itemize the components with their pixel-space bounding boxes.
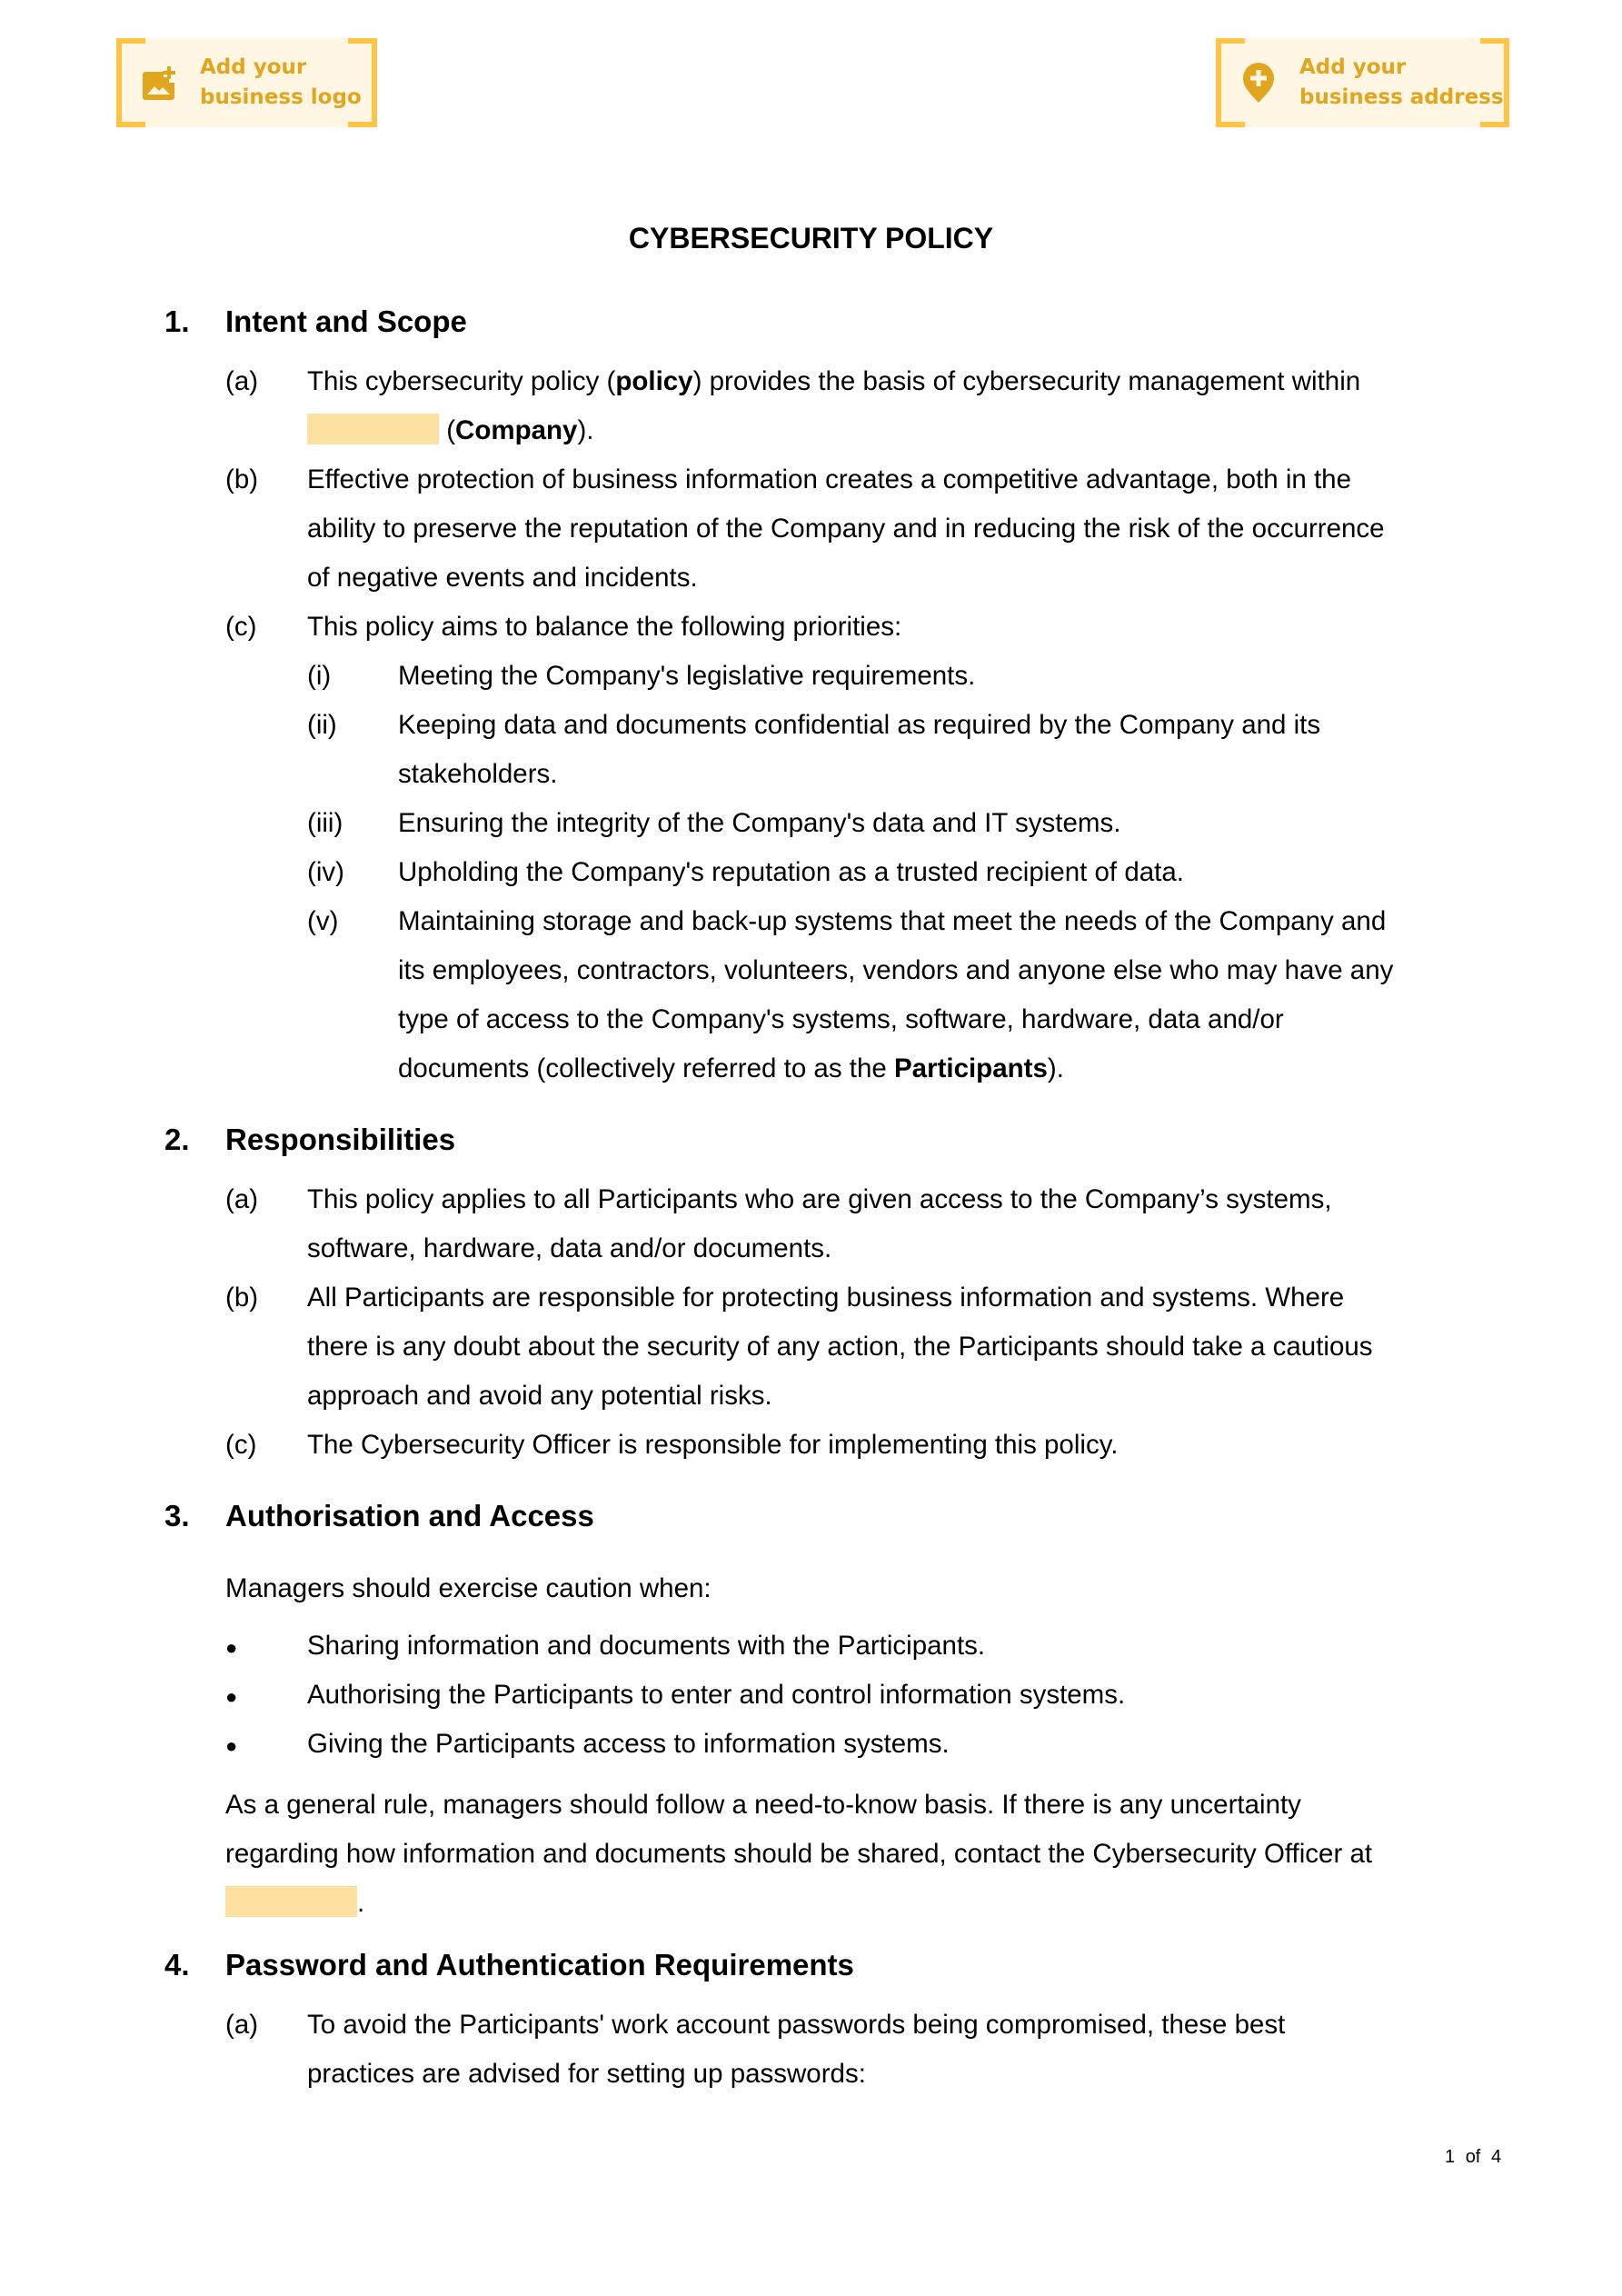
item-text: of negative events and incidents. xyxy=(307,563,698,593)
subitem-label: (iv) xyxy=(307,857,344,887)
add-business-address-button[interactable] xyxy=(1216,38,1509,127)
logo-line1: Add your xyxy=(200,55,307,79)
text: ). xyxy=(1047,1053,1064,1083)
current-page: 1 xyxy=(1445,2147,1456,2167)
defined-term: policy xyxy=(615,366,693,396)
section-heading: Intent and Scope xyxy=(225,304,467,338)
bullet-text: Authorising the Participants to enter and control information systems. xyxy=(307,1680,1126,1710)
total-pages: 4 xyxy=(1490,2147,1502,2167)
address-placeholder-text xyxy=(1299,53,1504,113)
subitem-text: Keeping data and documents confidential as required by the Company and its xyxy=(398,710,1321,740)
subitem-text: its employees, contractors, volunteers, vendors and anyone else who may have any xyxy=(398,955,1394,985)
item-label: (c) xyxy=(225,1430,257,1460)
subitem-label: (ii) xyxy=(307,710,337,740)
text: ( xyxy=(439,415,456,445)
subitem-text: stakeholders. xyxy=(398,759,558,789)
item-label: (c) xyxy=(225,612,257,642)
item-text: This policy applies to all Participants who are given access to the Company’s systems, xyxy=(307,1184,1332,1214)
text: This cybersecurity policy ( xyxy=(307,366,616,396)
item-text: there is any doubt about the security of any action, the Participants should take a cautious xyxy=(307,1332,1373,1362)
section-heading: Responsibilities xyxy=(225,1123,456,1156)
document-title: CYBERSECURITY POLICY xyxy=(628,222,994,255)
item-text: practices are advised for setting up passwords: xyxy=(307,2059,866,2089)
subitem-text: Maintaining storage and back-up systems that meet the needs of the Company and xyxy=(398,906,1387,936)
bullet-text: Sharing information and documents with the Participants. xyxy=(307,1631,986,1661)
item-text: To avoid the Participants' work account passwords being compromised, these best xyxy=(307,2010,1286,2040)
bullet-icon: ● xyxy=(225,1636,238,1659)
bullet-icon: ● xyxy=(225,1685,238,1708)
paragraph xyxy=(225,1885,364,1922)
add-image-icon xyxy=(142,65,176,101)
item-label: (b) xyxy=(225,1283,259,1313)
bracket-left xyxy=(116,38,145,127)
logo-placeholder-text xyxy=(200,53,362,113)
officer-contact-field[interactable] xyxy=(225,1886,357,1917)
item-text: Effective protection of business information creates a competitive advantage, both in the xyxy=(307,464,1351,494)
address-line1: Add your xyxy=(1299,55,1407,79)
subitem-text: Ensuring the integrity of the Company's data and IT systems. xyxy=(398,808,1121,838)
item-label: (a) xyxy=(225,1184,259,1214)
add-business-logo-button[interactable] xyxy=(116,38,377,127)
text: . xyxy=(357,1888,365,1918)
section-number: 2. xyxy=(164,1123,190,1156)
page-number xyxy=(1445,2147,1501,2168)
defined-term: Company xyxy=(455,415,578,445)
section-heading: Authorisation and Access xyxy=(225,1499,594,1532)
section-number: 3. xyxy=(164,1499,190,1532)
subitem-text: Upholding the Company's reputation as a trusted recipient of data. xyxy=(398,857,1184,887)
paragraph: regarding how information and documents should be shared, contact the Cybersecurity Officer at xyxy=(225,1839,1373,1869)
bracket-right xyxy=(348,38,377,127)
bullet-icon: ● xyxy=(225,1734,238,1757)
address-line2: business address xyxy=(1299,85,1504,109)
company-name-field[interactable] xyxy=(307,414,439,444)
item-label: (a) xyxy=(225,2010,259,2040)
subitem-label: (iii) xyxy=(307,808,343,838)
logo-line2: business logo xyxy=(200,85,362,109)
item-label: (b) xyxy=(225,464,259,494)
item-text: This policy aims to balance the following priorities: xyxy=(307,612,902,642)
bracket-right xyxy=(1480,38,1509,127)
bullet-text: Giving the Participants access to information systems. xyxy=(307,1729,950,1759)
item-text: software, hardware, data and/or documents. xyxy=(307,1233,832,1263)
section-number: 4. xyxy=(164,1948,190,1982)
text: ). xyxy=(577,415,594,445)
bracket-left xyxy=(1216,38,1245,127)
text: ) provides the basis of cybersecurity management within xyxy=(692,366,1361,396)
subitem-label: (v) xyxy=(307,906,339,936)
page-of: of xyxy=(1465,2147,1481,2167)
item-text: The Cybersecurity Officer is responsible for implementing this policy. xyxy=(307,1430,1119,1460)
paragraph: Managers should exercise caution when: xyxy=(225,1573,711,1603)
item-text: All Participants are responsible for protecting business information and systems. Where xyxy=(307,1283,1345,1313)
add-location-pin-icon xyxy=(1241,65,1276,101)
paragraph: As a general rule, managers should follow a need-to-know basis. If there is any uncertainty xyxy=(225,1790,1301,1820)
item-text xyxy=(307,413,593,449)
subitem-label: (i) xyxy=(307,661,332,691)
section-heading: Password and Authentication Requirements xyxy=(225,1948,854,1982)
item-text: approach and avoid any potential risks. xyxy=(307,1381,772,1411)
item-text: ability to preserve the reputation of the Company and in reducing the risk of the occurrence xyxy=(307,514,1385,544)
section-number: 1. xyxy=(164,304,190,338)
item-text xyxy=(307,364,1360,400)
item-label: (a) xyxy=(225,366,259,396)
subitem-text: type of access to the Company's systems, software, hardware, data and/or xyxy=(398,1004,1284,1034)
text: documents (collectively referred to as the xyxy=(398,1053,894,1083)
subitem-text xyxy=(398,1051,1064,1087)
subitem-text: Meeting the Company's legislative requirements. xyxy=(398,661,976,691)
defined-term: Participants xyxy=(894,1053,1048,1083)
